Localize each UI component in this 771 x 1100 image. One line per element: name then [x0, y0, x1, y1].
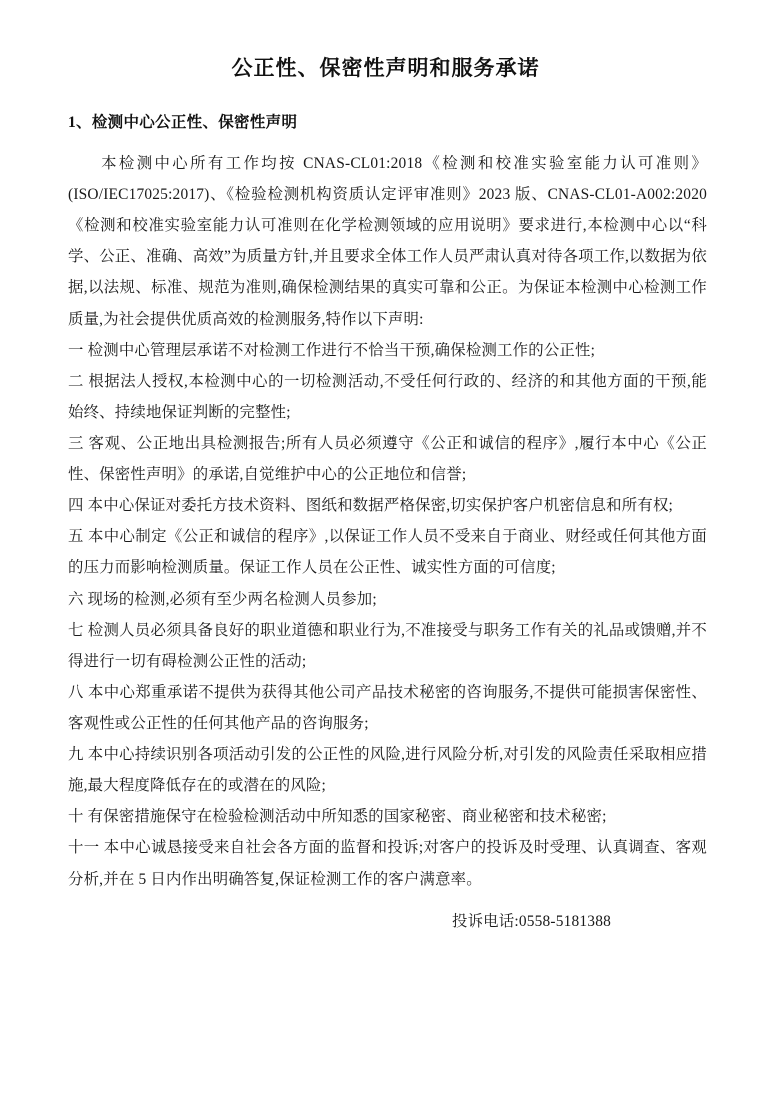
- clause-item: 四 本中心保证对委托方技术资料、图纸和数据严格保密,切实保护客户机密信息和所有权;: [68, 497, 674, 515]
- clause-item: 七 检测人员必须具备良好的职业道德和职业行为,不准接受与职务工作有关的礼品或馈赠,并不得进行一切有碍检测公正性的活动;: [68, 621, 707, 670]
- clause-item: 三 客观、公正地出具检测报告;所有人员必须遵守《公正和诚信的程序》,履行本中心《公正性、保密性声明》的承诺,自觉维护中心的公正地位和信誉;: [68, 434, 707, 484]
- document-body: [68, 148, 707, 931]
- clause-item: 一 检测中心管理层承诺不对检测工作进行不恰当干预,确保检测工作的公正性;: [68, 341, 596, 359]
- section-heading: 1、检测中心公正性、保密性声明: [68, 114, 298, 131]
- intro-paragraph: 本检测中心所有工作均按 CNAS-CL01:2018《检测和校准实验室能力认可准则》(ISO/IEC17025:2017)、《检验检测机构资质认定评审准则》2023 版、CNAS-CL01-A002:2020《检测和校准实验室能力认可准则在化学检测领域的应用说明》要求进行,本检测中心以“科学、公正、准确、高效”为质量方针,并且要求全体工作人员严肃认真对待各项工作,以数据为依据,以法规、标准、规范为准则,确保检测结果的真实可靠和公正。为保证本检测中心检测工作质量,为社会提供优质高效的检测服务,特作以下声明:: [68, 155, 707, 328]
- clause-item: 十一 本中心诚恳接受来自社会各方面的监督和投诉;对客户的投诉及时受理、认真调查、客观分析,并在 5 日内作出明确答复,保证检测工作的客户满意率。: [68, 839, 707, 888]
- clause-item: 五 本中心制定《公正和诚信的程序》,以保证工作人员不受来自于商业、财经或任何其他方面的压力而影响检测质量。保证工作人员在公正性、诚实性方面的可信度;: [68, 528, 707, 577]
- clause-item: 六 现场的检测,必须有至少两名检测人员参加;: [68, 590, 377, 608]
- clause-item: 二 根据法人授权,本检测中心的一切检测活动,不受任何行政的、经济的和其他方面的干预,能始终、持续地保证判断的完整性;: [68, 372, 707, 421]
- clause-item: 十 有保密措施保守在检验检测活动中所知悉的国家秘密、商业秘密和技术秘密;: [68, 808, 607, 826]
- clause-item: 八 本中心郑重承诺不提供为获得其他公司产品技术秘密的咨询服务,不提供可能损害保密性、客观性或公正性的任何其他产品的咨询服务;: [68, 683, 707, 732]
- complaint-phone: 投诉电话:0558-5181388: [451, 912, 611, 930]
- clause-item: 九 本中心持续识别各项活动引发的公正性的风险,进行风险分析,对引发的风险责任采取相应措施,最大程度降低存在的或潜在的风险;: [68, 746, 707, 795]
- page-title: 公正性、保密性声明和服务承诺: [231, 56, 540, 80]
